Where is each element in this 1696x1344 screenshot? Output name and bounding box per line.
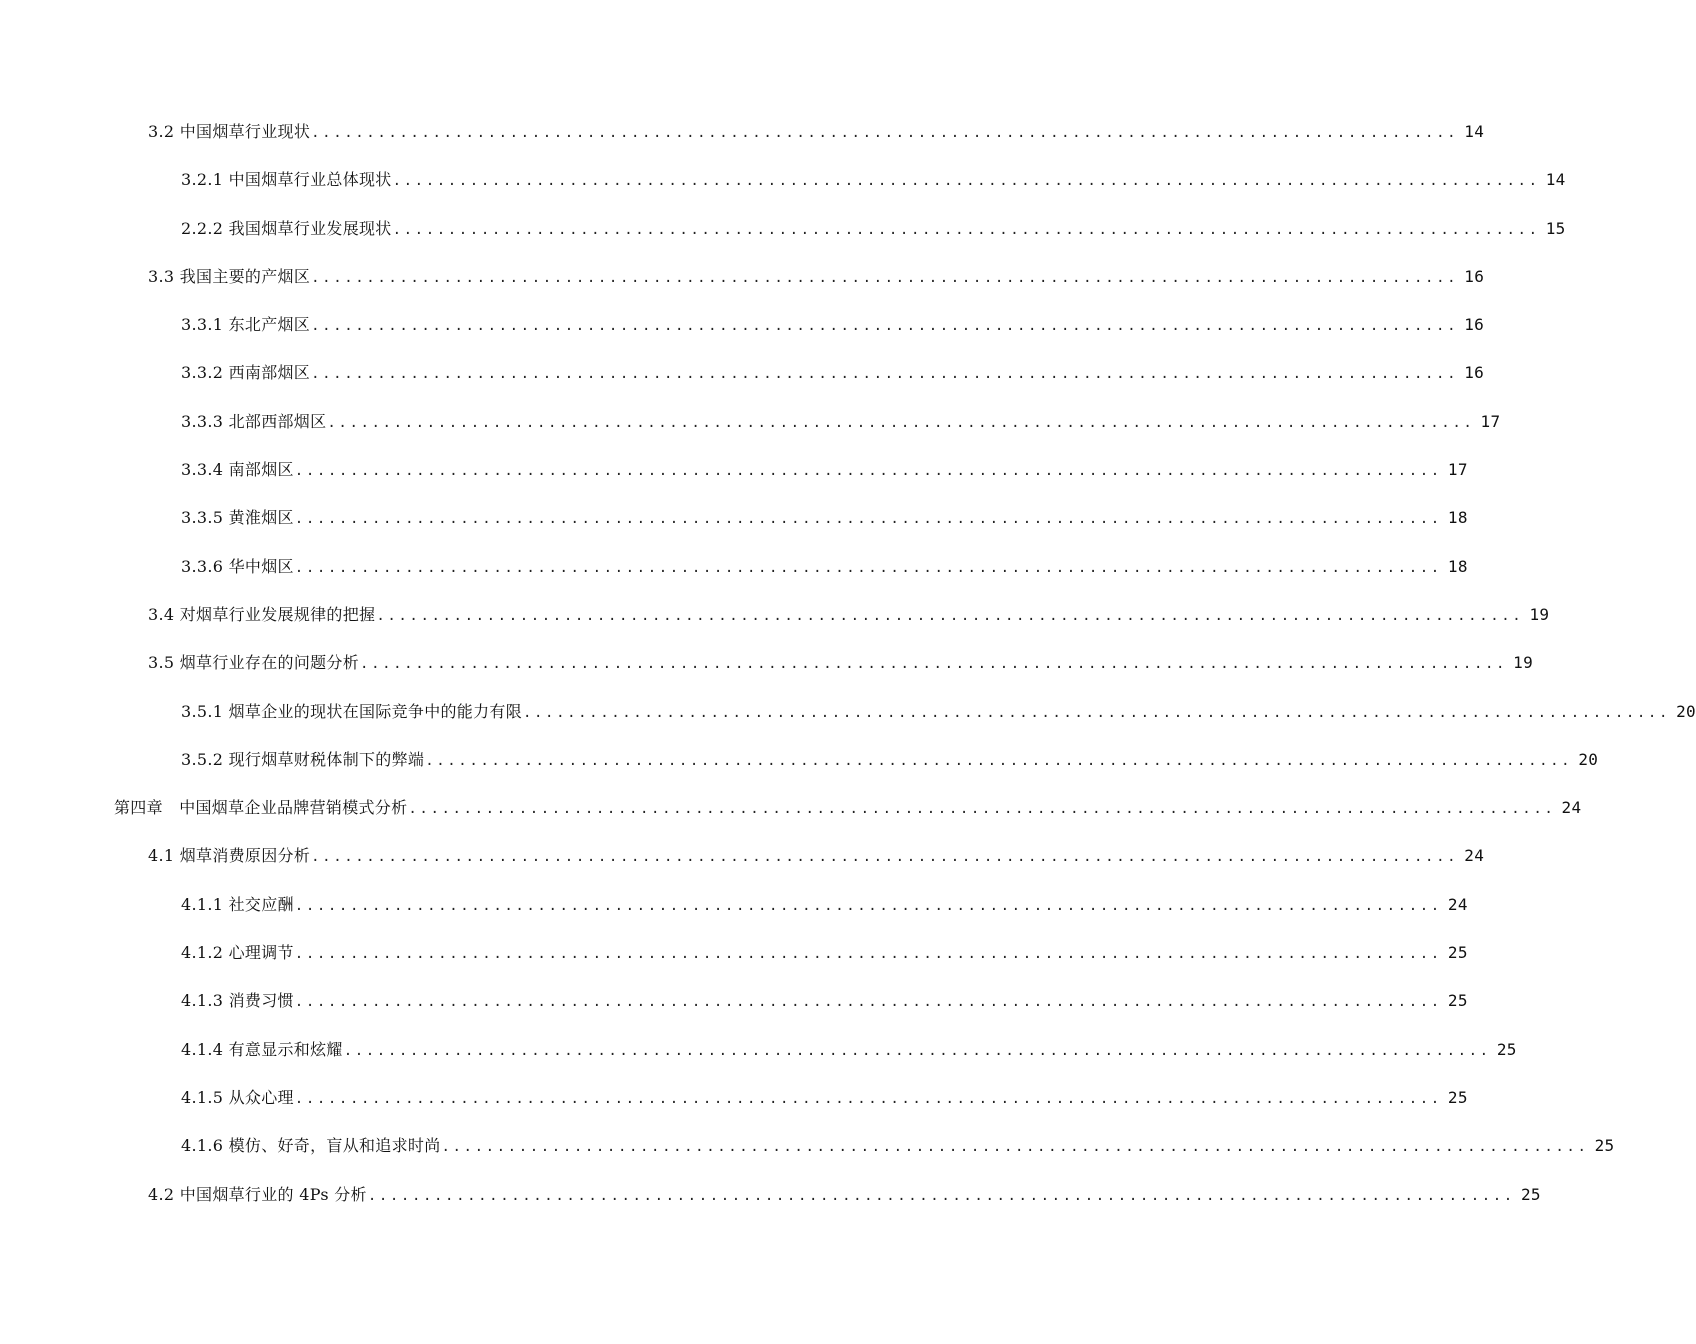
toc-page-number: 15 (1545, 218, 1566, 238)
toc-entry-title: 4.1.1 社交应酬 (181, 894, 294, 914)
toc-entry[interactable] (0, 121, 1485, 169)
toc-entry-title: 2.2.2 我国烟草行业发展现状 (181, 218, 392, 238)
toc-leader-dots: ........................................................................................................ (523, 704, 1670, 721)
toc-leader-dots: ........................................................................................................ (311, 269, 1459, 286)
toc-entry[interactable] (0, 1087, 1468, 1135)
toc-leader-dots: ........................................................................................................ (392, 173, 1540, 190)
toc-entry[interactable] (0, 1184, 1541, 1232)
toc-leader-dots: ........................................................................................................ (294, 946, 1442, 963)
toc-page-number: 14 (1545, 170, 1566, 190)
toc-page-number: 25 (1447, 991, 1468, 1011)
toc-entry-title: 3.3.3 北部西部烟区 (181, 411, 327, 431)
toc-entry[interactable] (0, 894, 1468, 942)
toc-entry-title: 3.3.6 华中烟区 (181, 556, 294, 576)
toc-entry-title: 4.1.3 消费习惯 (181, 991, 294, 1011)
toc-leader-dots: ........................................................................................................ (311, 125, 1459, 141)
toc-page-number: 17 (1480, 411, 1501, 431)
toc-page-number: 17 (1447, 460, 1468, 480)
toc-entry[interactable] (0, 1135, 1615, 1183)
toc-entry[interactable] (0, 459, 1468, 507)
table-of-contents (0, 121, 1696, 1232)
toc-page-number: 16 (1464, 266, 1485, 286)
toc-entry-title: 4.1.4 有意显示和炫耀 (181, 1039, 343, 1059)
toc-leader-dots: ........................................................................................................ (311, 318, 1459, 335)
toc-page-number: 16 (1464, 363, 1485, 383)
toc-entry[interactable] (0, 797, 1582, 845)
toc-page-number: 24 (1447, 894, 1468, 914)
toc-leader-dots: ........................................................................................................ (367, 1187, 1515, 1204)
toc-entry[interactable] (0, 990, 1468, 1038)
toc-entry[interactable] (0, 266, 1485, 314)
toc-page-number: 25 (1594, 1136, 1615, 1156)
toc-entry-title: 3.5.2 现行烟草财税体制下的弊端 (181, 749, 425, 769)
toc-leader-dots: ........................................................................................................ (294, 994, 1442, 1011)
toc-leader-dots: ........................................................................................................ (294, 559, 1442, 576)
toc-leader-dots: ........................................................................................................ (327, 414, 1475, 431)
toc-page-number: 19 (1529, 604, 1550, 624)
toc-entry-title: 4.1.5 从众心理 (181, 1087, 294, 1107)
toc-leader-dots: ........................................................................................................ (376, 607, 1524, 624)
toc-leader-dots: ........................................................................................................ (360, 656, 1508, 673)
toc-page-number: 20 (1578, 749, 1599, 769)
toc-page-number: 19 (1513, 653, 1534, 673)
toc-page-number: 16 (1464, 315, 1485, 335)
toc-entry-title: 3.3.5 黄淮烟区 (181, 508, 294, 528)
toc-entry[interactable] (0, 604, 1550, 652)
toc-leader-dots: ........................................................................................................ (294, 897, 1442, 914)
toc-entry-title: 4.2 中国烟草行业的 4Ps 分析 (148, 1184, 367, 1204)
toc-entry-title: 3.2 中国烟草行业现状 (148, 122, 311, 141)
toc-page-number: 18 (1447, 556, 1468, 576)
toc-entry-title: 3.5.1 烟草企业的现状在国际竞争中的能力有限 (181, 701, 522, 721)
toc-entry[interactable] (0, 411, 1501, 459)
toc-entry-title: 第四章 中国烟草企业品牌营销模式分析 (114, 798, 408, 818)
toc-leader-dots: ........................................................................................................ (343, 1042, 1491, 1059)
toc-entry[interactable] (0, 507, 1468, 555)
toc-entry[interactable] (0, 749, 1599, 797)
toc-page-number: 18 (1447, 508, 1468, 528)
toc-leader-dots: ........................................................................................................ (294, 511, 1442, 528)
toc-entry[interactable] (0, 845, 1485, 893)
toc-entry[interactable] (0, 218, 1566, 266)
toc-page-number: 24 (1561, 798, 1582, 818)
toc-leader-dots: ........................................................................................................ (311, 366, 1459, 383)
toc-leader-dots: ........................................................................................................ (294, 463, 1442, 480)
toc-entry-title: 4.1.2 心理调节 (181, 943, 294, 963)
toc-page-number: 25 (1520, 1184, 1541, 1204)
toc-entry-title: 4.1 烟草消费原因分析 (148, 846, 311, 866)
toc-page-number: 24 (1464, 846, 1485, 866)
toc-entry-title: 3.5 烟草行业存在的问题分析 (148, 653, 360, 673)
toc-entry-title: 3.2.1 中国烟草行业总体现状 (181, 170, 392, 190)
toc-entry-title: 3.3.1 东北产烟区 (181, 315, 311, 335)
toc-page-number: 25 (1447, 1087, 1468, 1107)
toc-entry-title: 3.3.4 南部烟区 (181, 460, 294, 480)
toc-leader-dots: ........................................................................................................ (392, 221, 1540, 238)
toc-entry[interactable] (0, 314, 1485, 362)
toc-entry[interactable] (0, 652, 1534, 700)
toc-leader-dots: ........................................................................................................ (294, 1090, 1442, 1107)
toc-entry-title: 4.1.6 模仿、好奇，盲从和追求时尚 (181, 1136, 441, 1156)
toc-entry[interactable] (0, 556, 1468, 604)
toc-page-number: 25 (1496, 1039, 1517, 1059)
toc-leader-dots: ........................................................................................................ (425, 752, 1573, 769)
toc-entry[interactable] (0, 942, 1468, 990)
toc-entry[interactable] (0, 169, 1566, 217)
toc-leader-dots: ........................................................................................................ (311, 849, 1459, 866)
toc-entry[interactable] (0, 701, 1696, 749)
toc-entry-title: 3.3 我国主要的产烟区 (148, 266, 311, 286)
toc-entry-title: 3.3.2 西南部烟区 (181, 363, 311, 383)
toc-entry[interactable] (0, 362, 1485, 410)
toc-leader-dots: ........................................................................................................ (408, 801, 1556, 818)
toc-page-number: 14 (1464, 122, 1485, 141)
toc-entry-title: 3.4 对烟草行业发展规律的把握 (148, 604, 376, 624)
toc-entry[interactable] (0, 1039, 1517, 1087)
toc-leader-dots: ........................................................................................................ (441, 1139, 1589, 1156)
toc-page-number: 25 (1447, 943, 1468, 963)
toc-page-number: 20 (1676, 701, 1696, 721)
